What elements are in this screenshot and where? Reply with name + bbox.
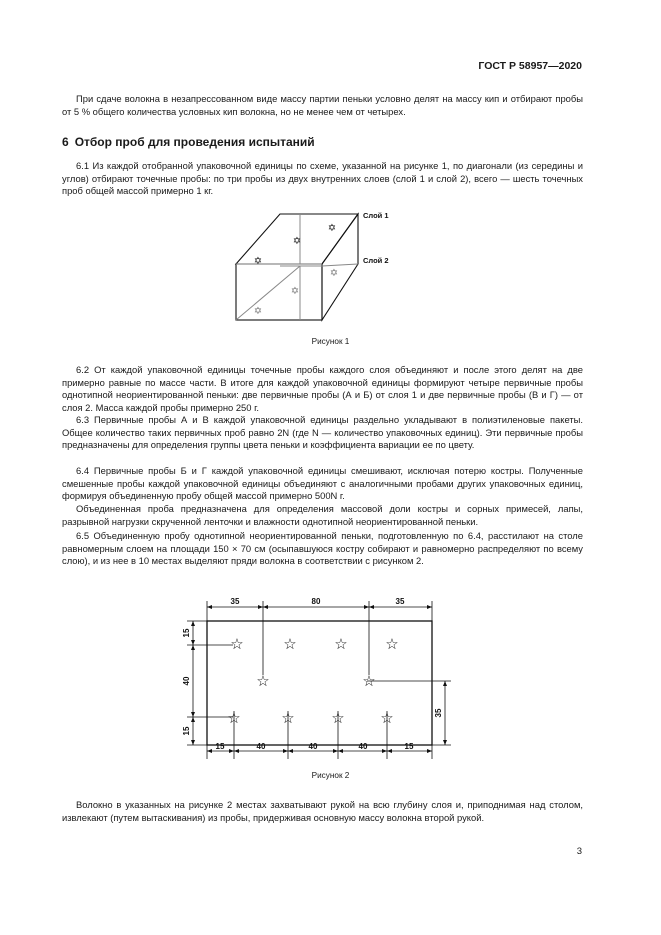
star-icon: ✡ [292,236,302,247]
dim-bottom-2: 40 [256,742,266,751]
page-number: 3 [576,846,582,857]
layer-2-label: Слой 2 [363,256,389,265]
dim-left-middle: 40 [182,676,191,686]
final-paragraph: Волокно в указанных на рисунке 2 местах захватывают рукой на всю глубину слоя и, приподнимая над столом, извлекают (путем вытаскивания) из пробы, придерживая основную массу волокна второй рукой. [62,799,583,823]
figure-2-diagram [175,593,460,763]
dim-bottom-4: 40 [358,742,368,751]
star-icon: ☆ [331,710,345,727]
dim-bottom-5: 15 [404,742,414,751]
star-icon: ☆ [256,673,270,690]
star-icon: ☆ [230,636,244,653]
star-icon: ✡ [327,223,337,234]
dim-left-top: 15 [182,628,191,638]
figure-2-caption: Рисунок 2 [311,771,350,780]
star-icon: ✡ [253,306,263,317]
star-icon: ☆ [283,636,297,653]
dim-top-middle: 80 [311,597,321,606]
box-front-face [236,264,322,320]
star-icon: ☆ [227,710,241,727]
star-icon: ☆ [362,673,376,690]
paragraph-6-4-note: Объединенная проба предназначена для определения массовой доли костры и сорных примесей, лапы, разрывной нагрузки скрученной ленточки и влажности однотипной неориентированной пеньки. [62,503,583,527]
intro-paragraph: При сдаче волокна в незапрессованном виде массу партии пеньки условно делят на массу кип и отбирают пробы от 5 % общего количества условных кип волокна, но не менее чем от четырех. [62,93,583,117]
paragraph-6-4: 6.4 Первичные пробы Б и Г каждой упаковочной единицы смешивают, исключая потерю костры. Полученные смешенные пробы каждой упаковочной единицы объединяют с аналогичными пробами других упаковочных единиц, формируя объединенную пробу общей массой примерно 500N г. [62,465,583,502]
star-icon: ✡ [329,268,339,279]
section-number: 6 [62,135,69,149]
layer2-divider [322,264,358,266]
figure-1-caption: Рисунок 1 [311,337,350,346]
dim-top-right: 35 [395,597,405,606]
paragraph-6-1: 6.1 Из каждой отобранной упаковочной единицы по схеме, указанной на рисунке 1, по диагонали (из середины и углов) отбирают точечные пробы: по три пробы из двух внутренних слоев (слой 1 и слой 2), всего — шесть точечных проб общей массой примерно 1 кг. [62,160,583,197]
dim-bottom-3: 40 [308,742,318,751]
section-heading [62,135,315,149]
layer-1-label: Слой 1 [363,211,389,220]
star-icon: ☆ [334,636,348,653]
standard-header: ГОСТ Р 58957—2020 [478,60,582,72]
star-icon: ☆ [385,636,399,653]
paragraph-6-3: 6.3 Первичные пробы А и В каждой упаковочной единицы раздельно укладывают в полиэтиленовые пакеты. Общее количество таких первичных проб равно 2N (где N — количество упаковочных единиц). Эти первичные пробы предназначены для определения группы цвета пеньки и коэффициента вариации ее по цвету. [62,414,583,451]
dim-right: 35 [434,708,443,718]
section-title: Отбор проб для проведения испытаний [74,135,315,149]
dim-bottom-1: 15 [215,742,225,751]
star-icon: ✡ [253,256,263,267]
star-icon: ☆ [281,710,295,727]
figure-1-diagram [230,208,410,328]
star-icon: ☆ [380,710,394,727]
paragraph-6-5: 6.5 Объединенную пробу однотипной неориентированной пеньки, подготовленную по 6.4, расстилают на столе равномерным слоем на площади 150 × 70 см (осыпавшуюся костру собирают и равномерно распределяют по всему слою), и из нее в 10 местах выделяют пряди волокна в соответствии с рисунком 2. [62,530,583,567]
paragraph-6-2: 6.2 От каждой упаковочной единицы точечные пробы каждого слоя объединяют и после этого делят на две примерно равные по массе части. В итоге для каждой упаковочной единицы формируют четыре первичные пробы однотипной неориентированной пеньки: две первичные пробы (А и Б) от слоя 1 и две первичные пробы (В и Г) — от слоя 2. Масса каждой пробы примерно 250 г. [62,364,583,413]
dim-left-bottom: 15 [182,726,191,736]
dim-top-left: 35 [230,597,240,606]
star-icon: ✡ [290,286,300,297]
